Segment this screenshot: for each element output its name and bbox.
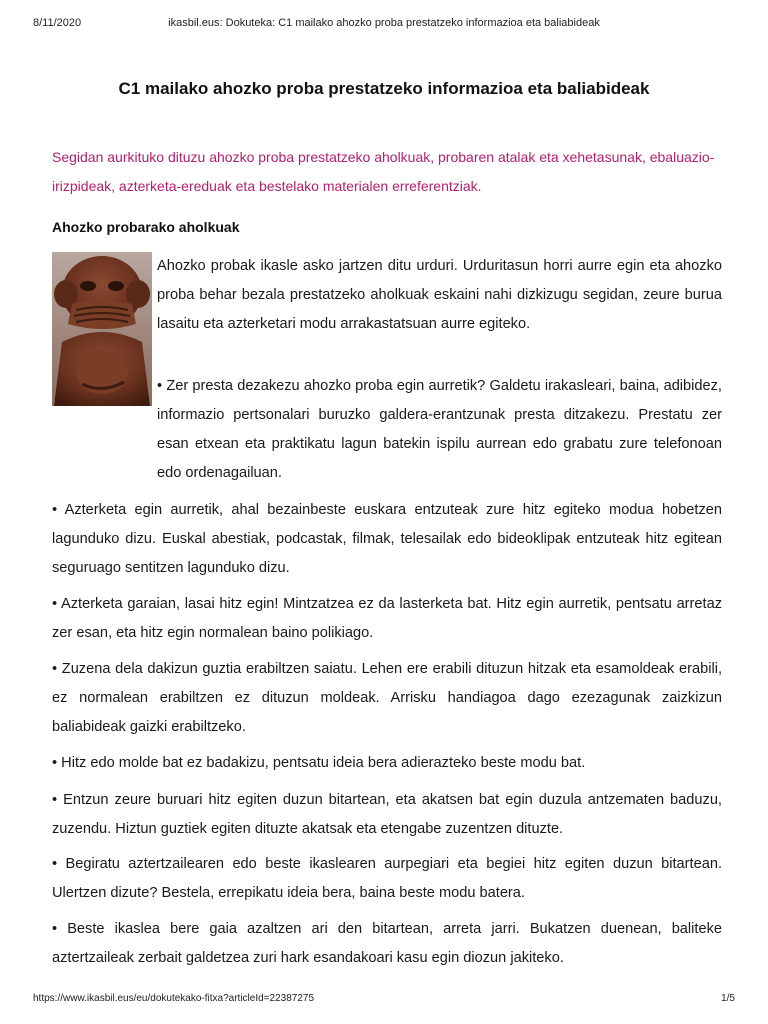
paragraph-3: • Azterketa egin aurretik, ahal bezainbeste euskara entzuteak zure hitz egiteko modua hobetzen lagunduko dizu. Euskal abestiak, podcastak, filmak, telesailak edo bideoklipak entzuteak hitz egitean seguruago sentitzen lagunduko dizu. bbox=[52, 502, 722, 576]
intro-paragraph: Segidan aurkituko dituzu ahozko proba prestatzeko aholkuak, probaren atalak eta xehetasunak, ebaluazio-irizpideak, azterketa-ereduak eta bestelako materialen erreferentziak. bbox=[52, 149, 715, 194]
paragraph-8: • Begiratu aztertzailearen edo beste ikaslearen aurpegiari eta begiei hitz egiten duzun bitartean. Ulertzen dizute? Bestela, errepikatu ideia bera, baina beste modu batera. bbox=[52, 856, 722, 901]
paragraph-7: • Entzun zeure buruari hitz egiten duzun bitartean, eta akatsen bat egin duzula antzematen baduzu, zuzendu. Hiztun guztiek egiten dituzte akatsak eta etengabe zuzentzen dituzte. bbox=[52, 792, 722, 837]
print-header-title: ikasbil.eus: Dokuteka: C1 mailako ahozko proba prestatzeko informazioa eta baliabideak bbox=[168, 17, 600, 29]
monkey-statue-image bbox=[52, 252, 152, 406]
paragraph-5: • Zuzena dela dakizun guztia erabiltzen saiatu. Lehen ere erabili dituzun hitzak eta esamoldeak erabili, ez normalean erabiltzen ez dituzun moldeak. Arrisku handiagoa dago ezezagunak zaizkizun baliabideak gaizki erabiltzeko. bbox=[52, 661, 722, 735]
paragraph-6: • Hitz edo molde bat ez badakizu, pentsatu ideia bera adierazteko beste modu bat. bbox=[52, 755, 586, 771]
print-date: 8/11/2020 bbox=[33, 17, 82, 29]
paragraph-9: • Beste ikaslea bere gaia azaltzen ari den bitartean, arreta jarri. Bukatzen duenean, baliteke aztertzaileak zerbait galdetzea zuri hark esandakoari kasu egin diozun jakiteko. bbox=[52, 921, 722, 966]
page-number: 1/5 bbox=[721, 993, 735, 1004]
section-heading: Ahozko probarako aholkuak bbox=[52, 219, 240, 235]
paragraph-4: • Azterketa garaian, lasai hitz egin! Mintzatzea ez da lasterketa bat. Hitz egin aurretik, pentsatu arretaz zer esan, eta hitz egin normalean baino polikiago. bbox=[52, 596, 722, 641]
footer-url: https://www.ikasbil.eus/eu/dokutekako-fitxa?articleId=22387275 bbox=[33, 993, 315, 1004]
paragraph-2: • Zer presta dezakezu ahozko proba egin aurretik? Galdetu irakasleari, baina, adibidez, informazio pertsonalari buruzko galdera-erantzunak presta ditzakezu. Prestatu zer esan etxean eta praktikatu lagun batekin ispilu aurrean edo grabatu zure telefonoan edo ordenagailuan. bbox=[157, 378, 722, 481]
paragraph-1: Ahozko probak ikasle asko jartzen ditu urduri. Urduritasun horri aurre egin eta ahozko proba behar bezala prestatzeko aholkuak eskaini nahi dizkizugu segidan, zeure burua lasaitu eta azterketari modu arrakastatsuan aurre egiteko. bbox=[157, 258, 722, 332]
page-title: C1 mailako ahozko proba prestatzeko informazioa eta baliabideak bbox=[118, 79, 650, 99]
